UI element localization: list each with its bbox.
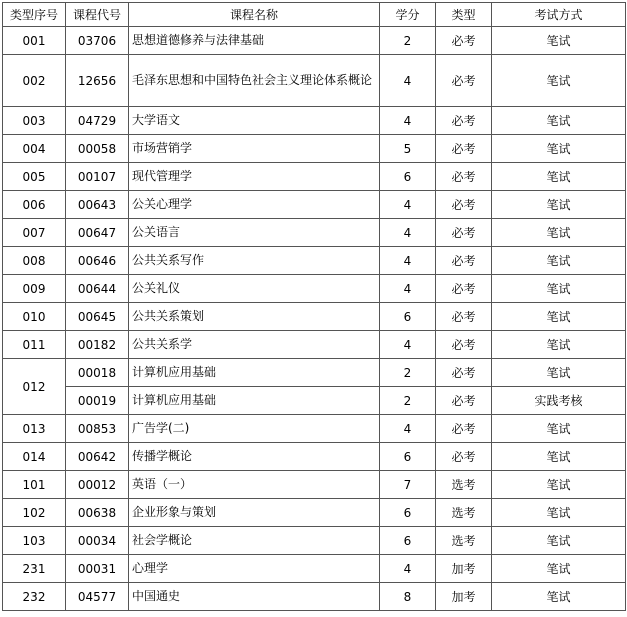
table-row xyxy=(3,499,626,527)
cell-name: 传播学概论 xyxy=(129,443,380,471)
table-row xyxy=(3,527,626,555)
cell-code: 00034 xyxy=(66,527,129,555)
header-credit: 学分 xyxy=(380,3,436,27)
cell-name: 英语（一） xyxy=(129,471,380,499)
cell-exam: 笔试 xyxy=(492,275,626,303)
cell-type: 必考 xyxy=(436,303,492,331)
table-row xyxy=(3,191,626,219)
cell-exam: 笔试 xyxy=(492,135,626,163)
cell-code: 00012 xyxy=(66,471,129,499)
cell-name: 大学语文 xyxy=(129,107,380,135)
cell-name: 企业形象与策划 xyxy=(129,499,380,527)
header-exam: 考试方式 xyxy=(492,3,626,27)
cell-credit: 4 xyxy=(380,55,436,107)
cell-type: 必考 xyxy=(436,387,492,415)
cell-code: 00853 xyxy=(66,415,129,443)
table-row xyxy=(3,471,626,499)
cell-exam: 笔试 xyxy=(492,303,626,331)
cell-type: 必考 xyxy=(436,415,492,443)
cell-seq: 001 xyxy=(3,27,66,55)
cell-type: 选考 xyxy=(436,527,492,555)
cell-name: 公关心理学 xyxy=(129,191,380,219)
cell-credit: 4 xyxy=(380,219,436,247)
cell-credit: 4 xyxy=(380,247,436,275)
table-row xyxy=(3,359,626,387)
cell-code: 00644 xyxy=(66,275,129,303)
cell-seq: 231 xyxy=(3,555,66,583)
cell-exam: 笔试 xyxy=(492,359,626,387)
cell-credit: 4 xyxy=(380,275,436,303)
cell-name: 计算机应用基础 xyxy=(129,359,380,387)
cell-code: 04729 xyxy=(66,107,129,135)
table-row xyxy=(3,387,626,415)
cell-exam: 笔试 xyxy=(492,555,626,583)
table-row xyxy=(3,331,626,359)
cell-credit: 6 xyxy=(380,443,436,471)
table-row xyxy=(3,135,626,163)
cell-code: 00638 xyxy=(66,499,129,527)
cell-type: 必考 xyxy=(436,191,492,219)
table-header-row xyxy=(3,3,626,27)
cell-code: 00019 xyxy=(66,387,129,415)
table-row xyxy=(3,583,626,611)
cell-name: 毛泽东思想和中国特色社会主义理论体系概论 xyxy=(129,55,380,107)
cell-type: 必考 xyxy=(436,331,492,359)
cell-credit: 6 xyxy=(380,527,436,555)
cell-type: 必考 xyxy=(436,443,492,471)
cell-type: 必考 xyxy=(436,163,492,191)
cell-credit: 2 xyxy=(380,359,436,387)
cell-exam: 笔试 xyxy=(492,583,626,611)
cell-type: 必考 xyxy=(436,55,492,107)
cell-code: 12656 xyxy=(66,55,129,107)
cell-code: 00643 xyxy=(66,191,129,219)
cell-seq: 102 xyxy=(3,499,66,527)
table-row xyxy=(3,219,626,247)
cell-credit: 2 xyxy=(380,27,436,55)
cell-type: 必考 xyxy=(436,27,492,55)
cell-credit: 4 xyxy=(380,191,436,219)
cell-seq: 006 xyxy=(3,191,66,219)
cell-name: 现代管理学 xyxy=(129,163,380,191)
table-row xyxy=(3,415,626,443)
cell-credit: 8 xyxy=(380,583,436,611)
cell-exam: 笔试 xyxy=(492,471,626,499)
cell-exam: 笔试 xyxy=(492,527,626,555)
cell-credit: 4 xyxy=(380,107,436,135)
table-row xyxy=(3,55,626,107)
cell-seq: 007 xyxy=(3,219,66,247)
cell-code: 00058 xyxy=(66,135,129,163)
table-row xyxy=(3,27,626,55)
cell-code: 04577 xyxy=(66,583,129,611)
cell-name: 公共关系学 xyxy=(129,331,380,359)
cell-seq: 005 xyxy=(3,163,66,191)
cell-credit: 5 xyxy=(380,135,436,163)
cell-credit: 6 xyxy=(380,499,436,527)
cell-name: 中国通史 xyxy=(129,583,380,611)
cell-name: 公共关系策划 xyxy=(129,303,380,331)
cell-exam: 笔试 xyxy=(492,247,626,275)
cell-type: 必考 xyxy=(436,107,492,135)
table-row xyxy=(3,107,626,135)
cell-type: 加考 xyxy=(436,583,492,611)
cell-code: 00642 xyxy=(66,443,129,471)
header-code: 课程代号 xyxy=(66,3,129,27)
cell-type: 必考 xyxy=(436,359,492,387)
cell-name: 公关语言 xyxy=(129,219,380,247)
cell-type: 必考 xyxy=(436,135,492,163)
cell-type: 加考 xyxy=(436,555,492,583)
cell-exam: 笔试 xyxy=(492,219,626,247)
table-row xyxy=(3,555,626,583)
cell-code: 00647 xyxy=(66,219,129,247)
cell-seq: 008 xyxy=(3,247,66,275)
cell-code: 00645 xyxy=(66,303,129,331)
cell-code: 03706 xyxy=(66,27,129,55)
course-table xyxy=(2,2,626,611)
cell-name: 计算机应用基础 xyxy=(129,387,380,415)
cell-seq: 232 xyxy=(3,583,66,611)
cell-name: 广告学(二) xyxy=(129,415,380,443)
cell-type: 选考 xyxy=(436,471,492,499)
cell-seq: 002 xyxy=(3,55,66,107)
cell-exam: 笔试 xyxy=(492,415,626,443)
cell-credit: 7 xyxy=(380,471,436,499)
cell-seq: 011 xyxy=(3,331,66,359)
cell-code: 00107 xyxy=(66,163,129,191)
cell-credit: 6 xyxy=(380,163,436,191)
cell-exam: 笔试 xyxy=(492,499,626,527)
cell-exam: 实践考核 xyxy=(492,387,626,415)
cell-exam: 笔试 xyxy=(492,443,626,471)
cell-seq: 103 xyxy=(3,527,66,555)
cell-code: 00646 xyxy=(66,247,129,275)
cell-credit: 4 xyxy=(380,415,436,443)
cell-name: 社会学概论 xyxy=(129,527,380,555)
cell-seq: 004 xyxy=(3,135,66,163)
header-seq: 类型序号 xyxy=(3,3,66,27)
cell-type: 必考 xyxy=(436,275,492,303)
cell-seq: 014 xyxy=(3,443,66,471)
cell-credit: 4 xyxy=(380,555,436,583)
cell-name: 公关礼仪 xyxy=(129,275,380,303)
cell-type: 选考 xyxy=(436,499,492,527)
cell-seq: 101 xyxy=(3,471,66,499)
cell-seq: 012 xyxy=(3,359,66,415)
cell-type: 必考 xyxy=(436,219,492,247)
table-row xyxy=(3,303,626,331)
cell-exam: 笔试 xyxy=(492,191,626,219)
cell-seq: 010 xyxy=(3,303,66,331)
cell-name: 思想道德修养与法律基础 xyxy=(129,27,380,55)
cell-credit: 6 xyxy=(380,303,436,331)
table-row xyxy=(3,443,626,471)
table-row xyxy=(3,163,626,191)
table-row xyxy=(3,247,626,275)
cell-seq: 003 xyxy=(3,107,66,135)
cell-name: 市场营销学 xyxy=(129,135,380,163)
cell-exam: 笔试 xyxy=(492,55,626,107)
cell-seq: 009 xyxy=(3,275,66,303)
cell-code: 00182 xyxy=(66,331,129,359)
cell-exam: 笔试 xyxy=(492,107,626,135)
cell-exam: 笔试 xyxy=(492,163,626,191)
cell-exam: 笔试 xyxy=(492,331,626,359)
header-name: 课程名称 xyxy=(129,3,380,27)
cell-name: 公共关系写作 xyxy=(129,247,380,275)
cell-code: 00031 xyxy=(66,555,129,583)
header-type: 类型 xyxy=(436,3,492,27)
cell-seq: 013 xyxy=(3,415,66,443)
cell-code: 00018 xyxy=(66,359,129,387)
cell-credit: 4 xyxy=(380,331,436,359)
table-row xyxy=(3,275,626,303)
cell-type: 必考 xyxy=(436,247,492,275)
cell-name: 心理学 xyxy=(129,555,380,583)
cell-credit: 2 xyxy=(380,387,436,415)
cell-exam: 笔试 xyxy=(492,27,626,55)
